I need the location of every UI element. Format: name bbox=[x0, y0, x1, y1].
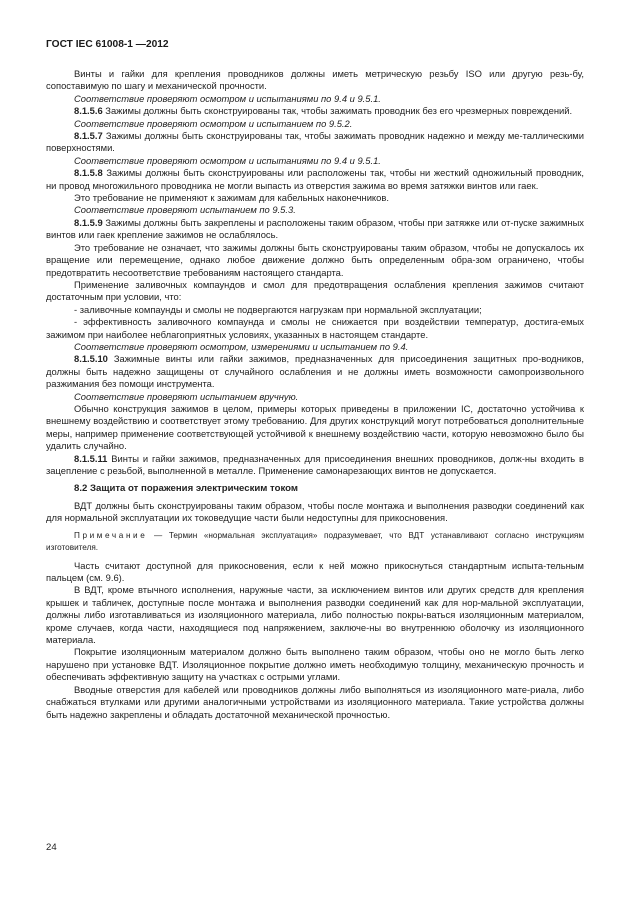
compliance-paragraph: Соответствие проверяют испытанием вручную. bbox=[74, 390, 299, 402]
standard-header: ГОСТ IEC 61008-1 —2012 bbox=[46, 39, 169, 50]
body-paragraph: - заливочные компаунды и смолы не подвергаются нагрузкам при нормальной эксплуатации; bbox=[74, 303, 482, 315]
compliance-paragraph: Соответствие проверяют осмотром, измерениями и испытанием по 9.4. bbox=[74, 340, 409, 352]
body-paragraph: Часть считают доступной для прикосновения, если к ней можно прикоснуться стандартным испыта-тельным пальцем (см. 9.6). bbox=[46, 559, 584, 584]
clause-number: 8.1.5.6 bbox=[74, 105, 103, 117]
note-paragraph bbox=[46, 530, 584, 554]
body-paragraph: В ВДТ, кроме втычного исполнения, наружные части, за исключением винтов или других средств для крепления крышек и табличек, доступные после монтажа и выполнения разводки соединений как для нор-мальной эксплуатации, должны либо изготавливаться из изоляционного материала, либо полностью покры-ваться изоляционным материалом, кроме случаев, когда части, находящиеся под напряжением, заключе-ны во внутреннюю оболочку из изоляционного материала. bbox=[46, 584, 584, 646]
body-paragraph bbox=[46, 217, 584, 242]
body-paragraph bbox=[46, 453, 584, 478]
note-label: Примечание bbox=[74, 530, 148, 540]
page-number: 24 bbox=[46, 842, 57, 853]
clause-text: Зажимы должны быть сконструированы так, чтобы зажимать проводник надежно и между ме-таллическими поверхностями. bbox=[46, 130, 584, 154]
body-paragraph bbox=[46, 167, 584, 192]
clause-number: 8.1.5.8 bbox=[74, 167, 103, 179]
body-paragraph: ВДТ должны быть сконструированы таким образом, чтобы после монтажа и выполнения разводки соединений как для нормальной эксплуатации их токоведущие части были недоступны для прикосновения. bbox=[46, 499, 584, 524]
body-paragraph: Винты и гайки для крепления проводников должны иметь метрическую резьбу ISO или другую резь-бу, сопоставимую по шагу и механической прочности. bbox=[46, 68, 584, 92]
section-heading: 8.2 Защита от поражения электрическим током bbox=[74, 483, 298, 495]
clause-number: 8.1.5.7 bbox=[74, 130, 103, 142]
compliance-paragraph: Соответствие проверяют осмотром и испытанием по 9.5.2. bbox=[74, 117, 353, 129]
compliance-paragraph: Соответствие проверяют испытанием по 9.5.3. bbox=[74, 204, 296, 216]
body-paragraph bbox=[46, 105, 584, 117]
clause-number: 8.1.5.11 bbox=[74, 452, 108, 464]
clause-text: Зажимы должны быть сконструированы так, чтобы зажимать проводник без его чрезмерных повреждений. bbox=[105, 105, 573, 117]
body-paragraph: - эффективность заливочного компаунда и смолы не снижается при воздействии температур, достига-емых зажимом при наиболее неблагоприятных условиях, указанных в настоящем стандарте. bbox=[46, 316, 584, 340]
clause-text: Зажимы должны быть закреплены и расположены таким образом, чтобы при затяжке или от-пуске зажимных винтов или гаек крепление зажимов не ослаблялось. bbox=[46, 216, 584, 241]
clause-number: 8.1.5.10 bbox=[74, 353, 108, 365]
document-body bbox=[46, 68, 584, 721]
clause-text: Винты и гайки зажимов, предназначенных для присоединения внешних проводников, долж-ны входить в зацепление с резьбой, выполненной в металле. Применение самонарезающих винтов не допускается. bbox=[46, 452, 585, 476]
note-text: — Термин «нормальная эксплуатация» подразумевает, что ВДТ устанавливают согласно инструкциям изготовителя. bbox=[46, 530, 584, 552]
compliance-paragraph: Соответствие проверяют осмотром и испытаниями по 9.4 и 9.5.1. bbox=[74, 154, 381, 166]
body-paragraph: Это требование не применяют к зажимам для кабельных наконечников. bbox=[74, 192, 389, 204]
body-paragraph: Обычно конструкция зажимов в целом, примеры которых приведены в приложении IC, достаточно устойчива к внешнему воздействию и соответствует этому требованию. Для других конструкций могут потребоваться дополнительные меры, например применение соответствующей устойчивой к внешнему воздействию части, которую невозможно было бы удалить случайно. bbox=[46, 402, 584, 452]
body-paragraph bbox=[46, 130, 584, 155]
clause-text: Зажимы должны быть сконструированы или расположены так, чтобы ни жесткий одножильный проводник, ни провод многожильного проводника не могли выпасть из отверстия зажима во время затяжки винтов или гаек. bbox=[46, 167, 584, 191]
body-paragraph: Это требование не означает, что зажимы должны быть сконструированы таким образом, чтобы не допускалось их вращение или перемещение, однако любое движение должно быть определенным обра-зом ограничено, чтобы предотвратить несоответствие требованиям настоящего стандарта. bbox=[46, 241, 584, 278]
clause-number: 8.1.5.9 bbox=[74, 216, 103, 228]
clause-text: Зажимные винты или гайки зажимов, предназначенных для присоединения защитных про-водников, должны быть надежно защищены от случайного ослабления и не должны иметь возможности самопроизвольного разжимания без помощи инструмента. bbox=[46, 353, 584, 390]
body-paragraph bbox=[46, 353, 584, 390]
body-paragraph: Покрытие изоляционным материалом должно быть выполнено таким образом, чтобы оно не могло быть легко нарушено при установке ВДТ. Изоляционное покрытие должно иметь необходимую толщину, механическую прочность и обеспечивать эффективную защиту на участках с острыми углами. bbox=[46, 646, 584, 683]
compliance-paragraph: Соответствие проверяют осмотром и испытаниями по 9.4 и 9.5.1. bbox=[74, 92, 381, 104]
body-paragraph: Применение заливочных компаундов и смол для предотвращения ослабления крепления зажимов считают достаточным при условии, что: bbox=[46, 278, 584, 303]
body-paragraph: Вводные отверстия для кабелей или проводников должны либо выполняться из изоляционного мате-риала, либо снабжаться втулками или другими аналогичными устройствами из изоляционного материала. Такие устройства должны быть надежно закреплены и обладать достаточной механической прочностью. bbox=[46, 683, 584, 720]
